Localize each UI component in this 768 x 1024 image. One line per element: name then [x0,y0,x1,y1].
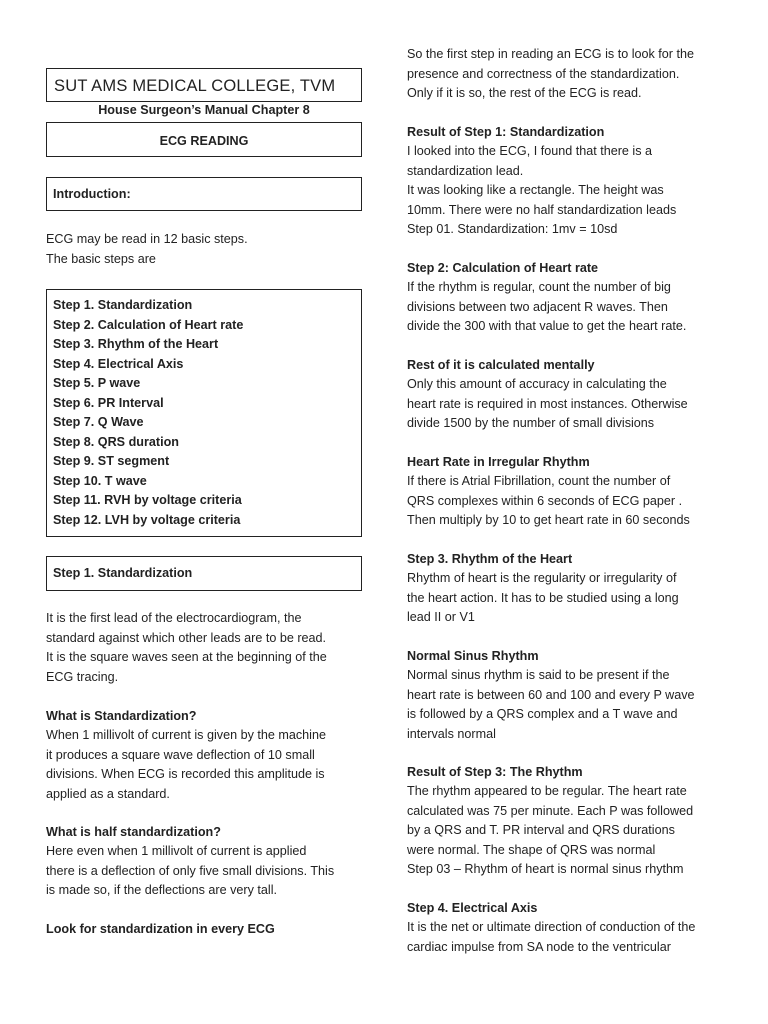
steps-list-item: Step 12. LVH by voltage criteria [53,512,241,527]
intro-text: ECG may be read in 12 basic steps. The basic steps are [46,232,248,266]
steps-list-item: Step 5. P wave [53,376,141,390]
section-text: If there is Atrial Fibrillation, count the number of QRS complexes within 6 seconds of ECG paper . Then multiply by 10 to get heart rate in 60 seconds [407,474,690,527]
steps-list-box [46,289,362,537]
step1-text: It is the first lead of the electrocardiogram, the standard against which other leads are to be read. It is the square waves seen at the beginning of the ECG tracing. [46,611,327,684]
section-text: It is the net or ultimate direction of conduction of the cardiac impulse from SA node to the ventricular [407,920,696,954]
what-std-text: When 1 millivolt of current is given by the machine it produces a square wave deflection of 10 small divisions. When ECG is recorded this amplitude is applied as a standard. [46,728,326,801]
step1-heading-box [46,556,362,591]
section-heading: Normal Sinus Rhythm [407,649,539,663]
steps-list-item: Step 1. Standardization [53,298,193,312]
steps-list-item: Step 8. QRS duration [53,434,179,449]
steps-list-item: Step 9. ST segment [53,454,170,468]
intro-heading-box [46,177,362,211]
steps-list-item: Step 6. PR Interval [53,395,164,410]
section-heading: Heart Rate in Irregular Rhythm [407,455,590,469]
college-title-box [46,68,362,102]
steps-list-item: Step 4. Electrical Axis [53,356,184,371]
section-heading: Step 3. Rhythm of the Heart [407,552,573,566]
section-heading: Result of Step 3: The Rhythm [407,765,583,779]
look-heading: Look for standardization in every ECG [46,922,275,936]
steps-list-item: Step 2. Calculation of Heart rate [53,317,244,332]
steps-list-item: Step 10. T wave [53,473,147,488]
half-std-text: Here even when 1 millivolt of current is applied there is a deflection of only five small divisions. This is made so, if the deflections are very tall. [46,844,335,897]
intro-heading: Introduction: [53,187,131,201]
section-text: If the rhythm is regular, count the number of big divisions between two adjacent R waves. Then divide the 300 with that value to get the heart rate. [407,280,687,333]
section-text: Rhythm of heart is the regularity or irregularity of the heart action. It has to be studied using a long lead II or V1 [407,571,679,624]
steps-list-item: Step 7. Q Wave [53,415,144,429]
section-heading: Rest of it is calculated mentally [407,358,595,372]
section-text: Normal sinus rhythm is said to be present if the heart rate is between 60 and 100 and every P wave is followed by a QRS complex and a T wave and intervals normal [407,668,695,741]
first-step-text: So the first step in reading an ECG is to look for the presence and correctness of the standardization. Only if it is so, the rest of the ECG is read. [407,47,695,100]
college-title: SUT AMS MEDICAL COLLEGE, TVM [54,77,336,95]
topic-title: ECG READING [159,134,249,148]
section-text: I looked into the ECG, I found that there is a standardization lead. It was looking like a rectangle. The height was 10mm. There were no half standardization leads Step 01. Standardization: 1mv = 10sd [407,144,677,236]
section-text: The rhythm appeared to be regular. The heart rate calculated was 75 per minute. Each P was followed by a QRS and T. PR interval and QRS durations were normal. The shape of QRS was normal Step 03 – Rhythm of heart is normal sinus rhythm [407,784,694,876]
half-std-heading: What is half standardization? [46,825,221,839]
section-heading: Result of Step 1: Standardization [407,125,605,139]
section-heading: Step 2: Calculation of Heart rate [407,261,599,275]
steps-list-item: Step 3. Rhythm of the Heart [53,337,219,351]
step1-heading: Step 1. Standardization [53,566,193,580]
steps-list-item: Step 11. RVH by voltage criteria [53,493,242,507]
section-text: Only this amount of accuracy in calculating the heart rate is required in most instances. Otherwise divide 1500 by the number of small divisions [407,377,688,430]
what-std-heading: What is Standardization? [46,709,197,723]
section-heading: Step 4. Electrical Axis [407,901,538,915]
manual-subtitle: House Surgeon’s Manual Chapter 8 [98,103,310,117]
topic-box [46,122,362,157]
